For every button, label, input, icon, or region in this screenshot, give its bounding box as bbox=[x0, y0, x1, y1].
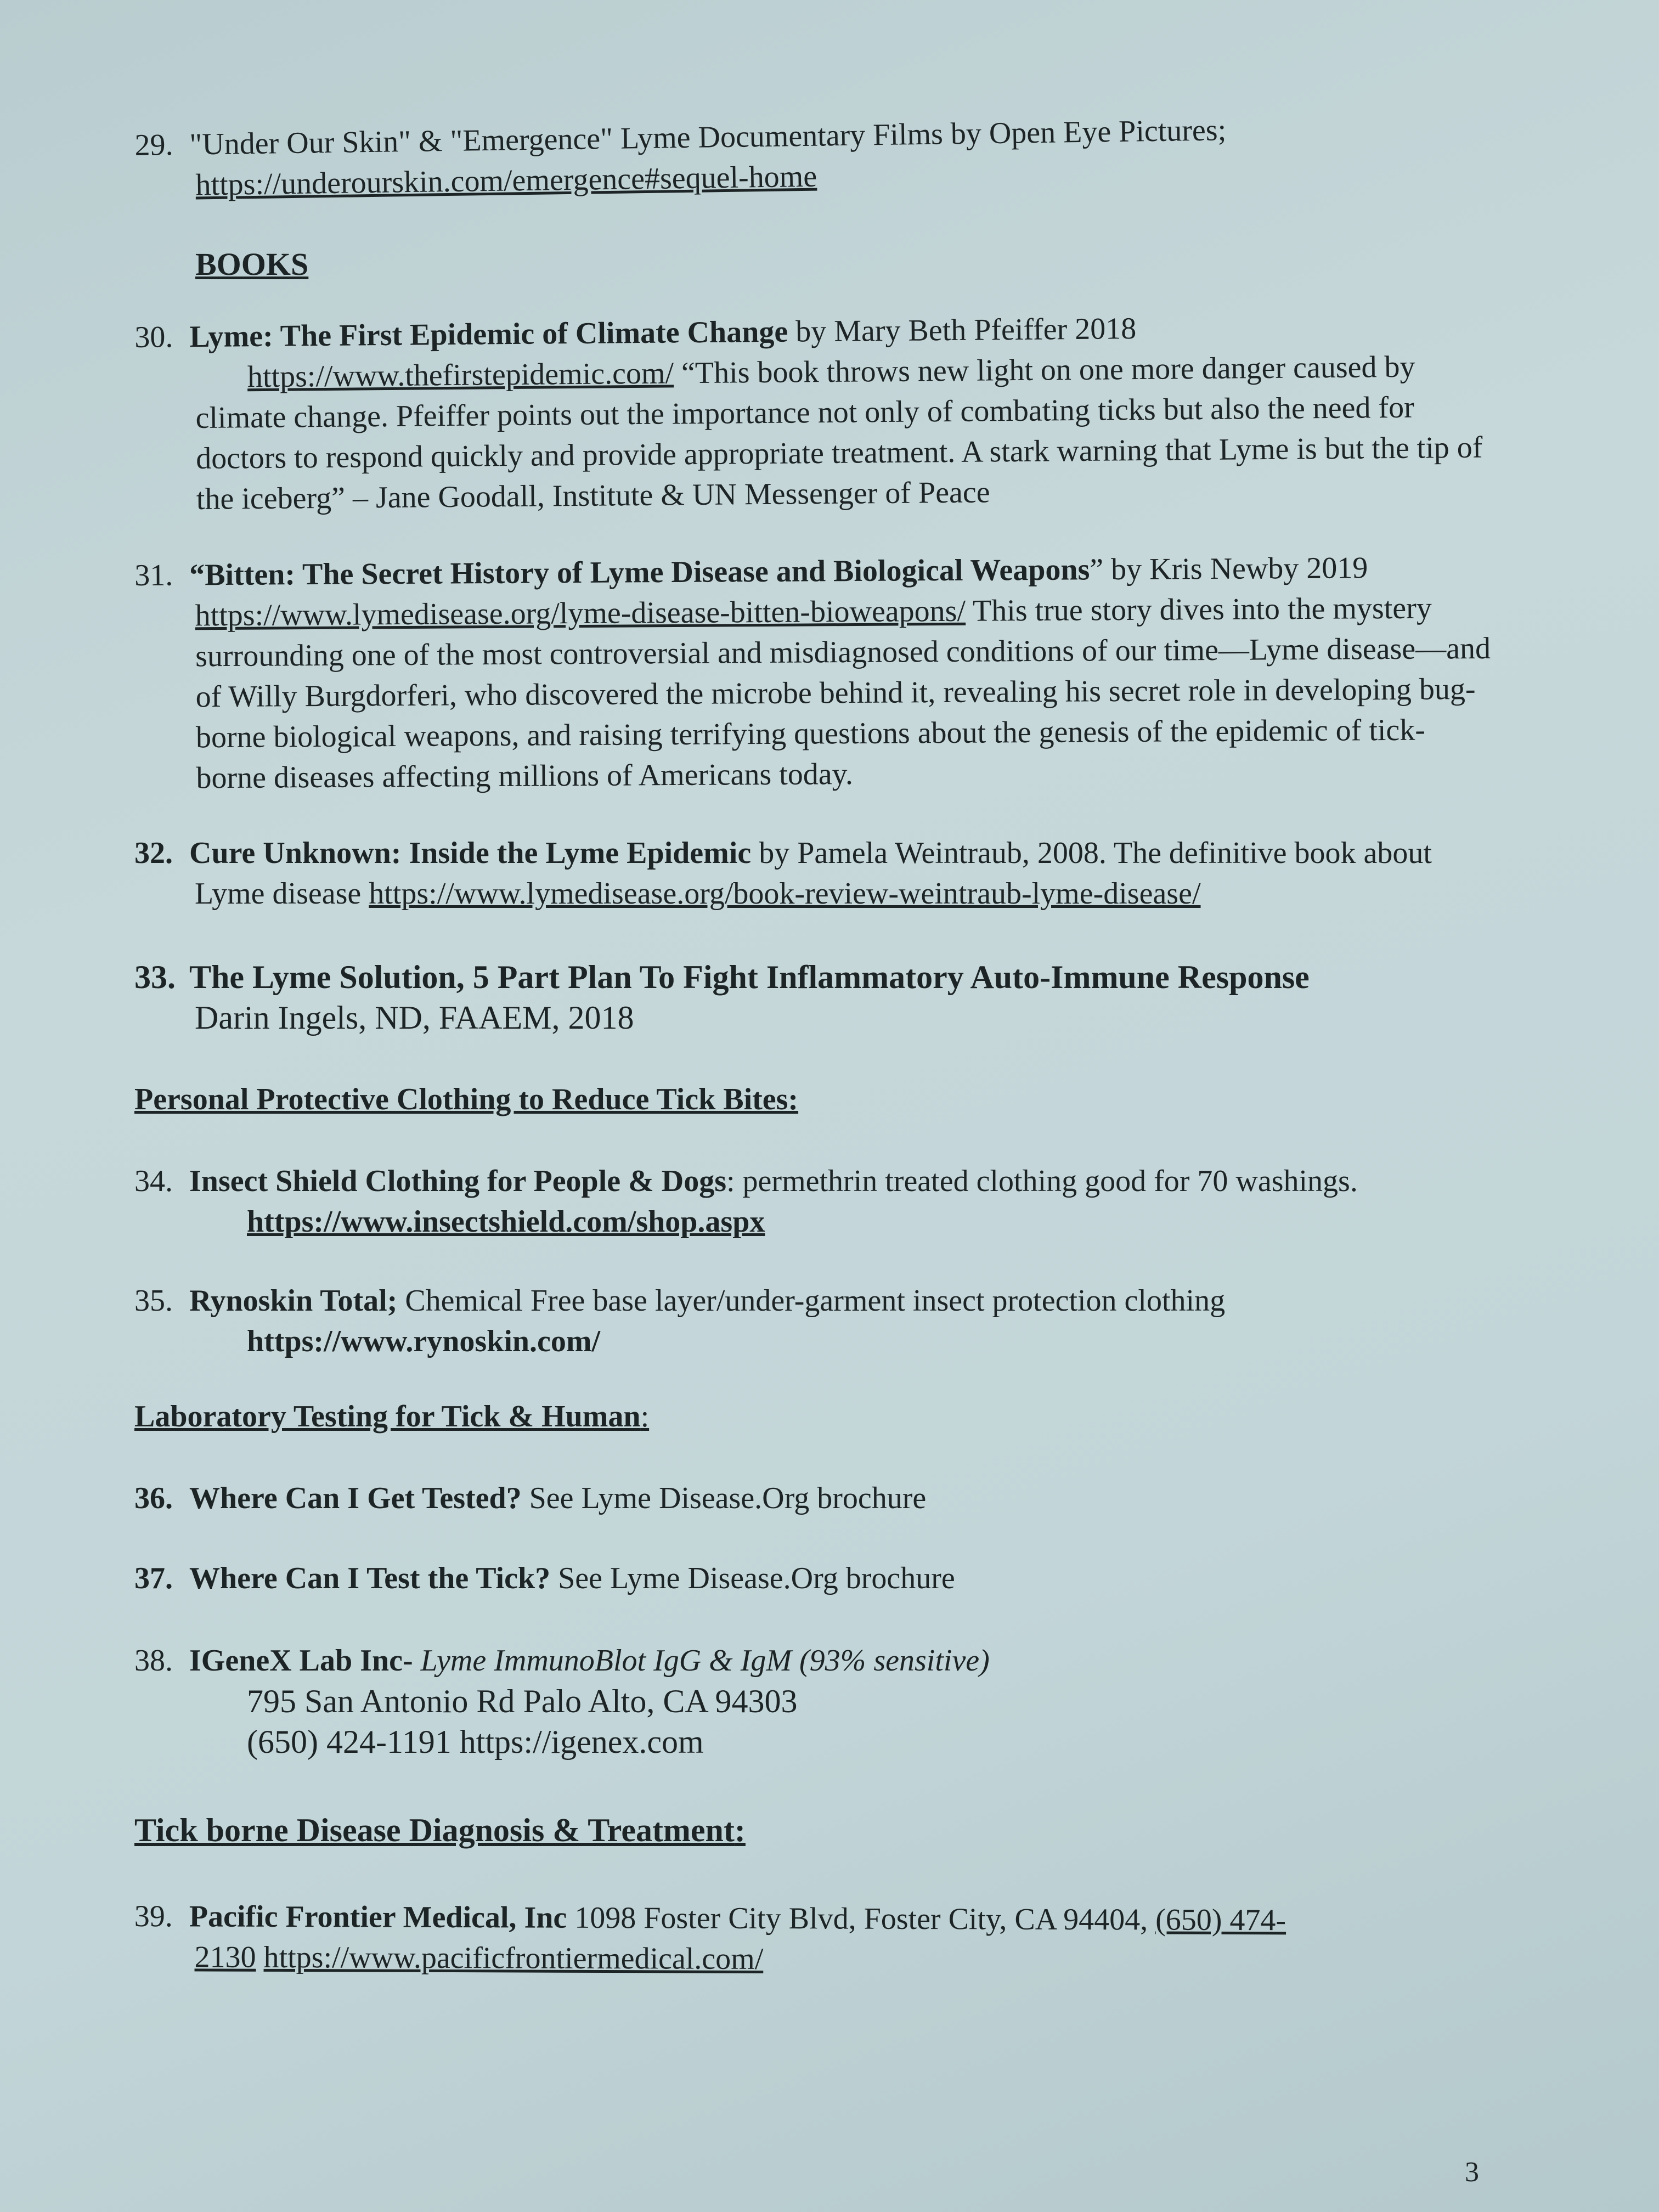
item-text: climate change. Pfeiffer points out the importance not only of combating ticks but also the need for bbox=[195, 390, 1415, 436]
item-text: Lyme disease bbox=[195, 877, 369, 911]
list-item-39 bbox=[134, 1896, 1638, 1983]
clinic-address: 1098 Foster City Blvd, Foster City, CA 94404, bbox=[567, 1900, 1156, 1937]
book-title: Cure Unknown: Inside the Lyme Epidemic bbox=[189, 836, 752, 870]
item-number: 35. bbox=[134, 1284, 173, 1318]
item-text: surrounding one of the most controversial and misdiagnosed conditions of our time—Lyme disease—and bbox=[195, 631, 1491, 674]
item-link[interactable]: https://underourskin.com/emergence#sequel-home bbox=[195, 159, 817, 202]
list-item-30 bbox=[134, 304, 1639, 520]
item-text: "Under Our Skin" & "Emergence" Lyme Documentary Films by Open Eye Pictures; bbox=[189, 113, 1227, 162]
item-text: “This book throws new light on one more danger caused by bbox=[673, 349, 1415, 391]
clinic-phone[interactable]: (650) 474- bbox=[1155, 1903, 1286, 1938]
item-link[interactable]: https://www.lymedisease.org/book-review-weintraub-lyme-disease/ bbox=[369, 877, 1201, 911]
item-number: 39. bbox=[134, 1899, 173, 1934]
item-text: This true story dives into the mystery bbox=[965, 591, 1432, 628]
item-title: Where Can I Test the Tick? bbox=[189, 1561, 551, 1595]
clothing-heading: Personal Protective Clothing to Reduce Tick Bites: bbox=[134, 1082, 799, 1116]
product-title: Rynoskin Total; bbox=[189, 1284, 398, 1318]
list-item-32 bbox=[134, 833, 1638, 914]
list-item-35 bbox=[134, 1280, 1638, 1362]
product-title: Insect Shield Clothing for People & Dogs bbox=[189, 1164, 726, 1198]
item-text: of Willy Burgdorferi, who discovered the microbe behind it, revealing his secret role in developing bug- bbox=[195, 672, 1476, 714]
clinic-phone[interactable]: 2130 bbox=[194, 1940, 256, 1974]
lab-heading bbox=[134, 1399, 649, 1434]
books-heading: BOOKS bbox=[195, 246, 309, 282]
item-text: doctors to respond quickly and provide appropriate treatment. A stark warning that Lyme is but the tip of bbox=[195, 430, 1483, 476]
book-author: by Mary Beth Pfeiffer 2018 bbox=[787, 312, 1137, 349]
item-number: 30. bbox=[134, 320, 173, 354]
book-title: Lyme: The First Epidemic of Climate Change bbox=[189, 314, 788, 354]
treatment-heading-text: Tick borne Disease Diagnosis & Treatment bbox=[134, 1812, 735, 1848]
book-author: Darin Ingels, ND, FAAEM, 2018 bbox=[195, 1000, 634, 1036]
item-link[interactable]: https://www.lymedisease.org/lyme-disease-bitten-bioweapons/ bbox=[195, 594, 966, 633]
item-number: 38. bbox=[134, 1644, 173, 1678]
item-number: 34. bbox=[134, 1164, 173, 1198]
item-text: : permethrin treated clothing good for 70 washings. bbox=[726, 1164, 1358, 1198]
list-item-36 bbox=[134, 1478, 1638, 1519]
list-item-38 bbox=[134, 1640, 1638, 1762]
item-text: borne diseases affecting millions of Americans today. bbox=[196, 757, 854, 795]
item-number: 33. bbox=[134, 959, 176, 995]
item-title: Where Can I Get Tested? bbox=[189, 1481, 522, 1515]
item-text: Chemical Free base layer/under-garment insect protection clothing bbox=[397, 1284, 1226, 1318]
list-item-37 bbox=[134, 1558, 1638, 1599]
item-number: 29. bbox=[134, 128, 173, 162]
item-number: 32. bbox=[134, 836, 173, 870]
lab-test: Lyme ImmunoBlot IgG & IgM (93% sensitive) bbox=[413, 1644, 990, 1678]
clinic-title: Pacific Frontier Medical, Inc bbox=[189, 1899, 567, 1935]
item-link[interactable]: https://www.rynoskin.com/ bbox=[247, 1324, 601, 1358]
list-item-31 bbox=[134, 546, 1639, 799]
list-item-29 bbox=[134, 104, 1639, 206]
item-link[interactable]: https://www.insectshield.com/shop.aspx bbox=[247, 1205, 765, 1239]
lab-address: 795 San Antonio Rd Palo Alto, CA 94303 bbox=[247, 1683, 798, 1719]
lab-contact: (650) 424-1191 https://igenex.com bbox=[247, 1724, 704, 1760]
book-title: “Bitten: The Secret History of Lyme Disease and Biological Weapons bbox=[189, 552, 1090, 592]
lab-heading-text: Laboratory Testing for Tick & Human bbox=[134, 1400, 641, 1434]
item-link[interactable]: https://www.thefirstepidemic.com/ bbox=[247, 356, 674, 394]
book-author: by Kris Newby 2019 bbox=[1103, 551, 1368, 587]
list-item-34 bbox=[134, 1161, 1638, 1242]
heading-colon: : bbox=[640, 1400, 650, 1434]
item-text: borne biological weapons, and raising terrifying questions about the genesis of the epidemic of tick- bbox=[195, 713, 1426, 755]
treatment-heading bbox=[134, 1812, 746, 1849]
title-quote: ” bbox=[1090, 552, 1104, 587]
lab-title: IGeneX Lab Inc- bbox=[189, 1644, 413, 1678]
book-title: The Lyme Solution, 5 Part Plan To Fight Inflammatory Auto-Immune Response bbox=[189, 959, 1310, 995]
page-number: 3 bbox=[1465, 2157, 1479, 2188]
item-text: See Lyme Disease.Org brochure bbox=[521, 1481, 927, 1515]
item-text: See Lyme Disease.Org brochure bbox=[550, 1561, 955, 1595]
item-number: 37. bbox=[134, 1561, 173, 1595]
item-link[interactable]: https://www.pacificfrontiermedical.com/ bbox=[263, 1940, 764, 1977]
list-item-33 bbox=[134, 957, 1638, 1038]
item-number: 31. bbox=[134, 558, 173, 592]
item-number: 36. bbox=[134, 1481, 173, 1515]
item-text: by Pamela Weintraub, 2008. The definitive book about bbox=[751, 836, 1432, 870]
heading-colon: : bbox=[734, 1812, 746, 1848]
item-text: the iceberg” – Jane Goodall, Institute & UN Messenger of Peace bbox=[196, 475, 990, 517]
